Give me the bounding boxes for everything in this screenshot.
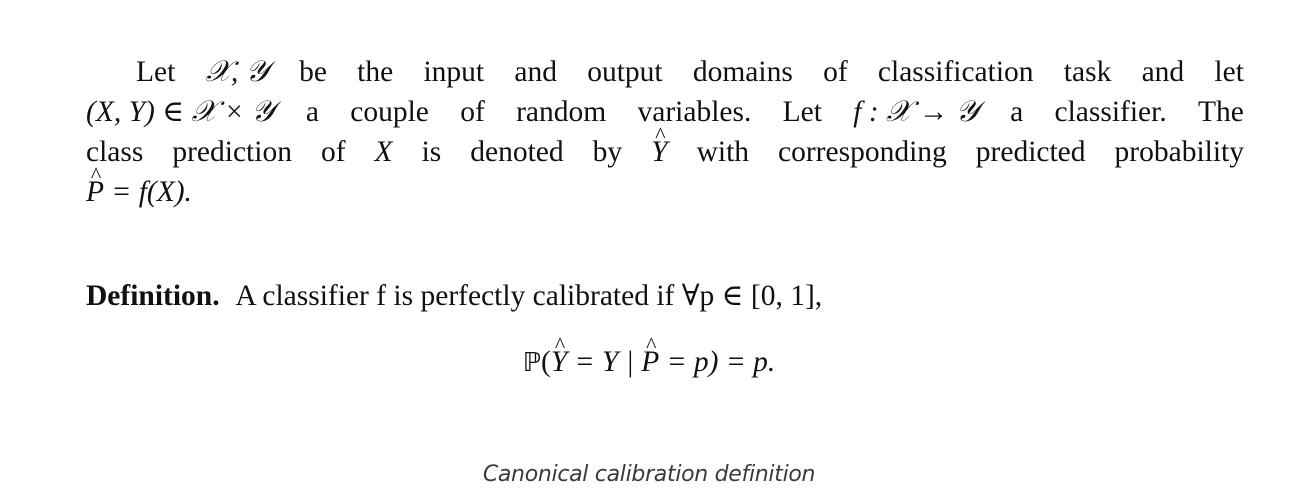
word: variables. <box>637 96 752 128</box>
equation-y-hat: ^ Y <box>551 342 567 382</box>
word: input <box>423 56 485 88</box>
word: couple <box>350 96 429 128</box>
word: task <box>1063 56 1112 88</box>
word: the <box>357 56 394 88</box>
math-p-hat: ^ P <box>86 172 104 212</box>
math-y-hat: ^ Y <box>651 132 667 172</box>
word: classifier. <box>1054 96 1167 128</box>
word: domains <box>692 56 793 88</box>
word: and <box>1141 56 1185 88</box>
word: be <box>299 56 327 88</box>
definition-statement <box>86 276 1244 316</box>
word: of <box>460 96 485 128</box>
calibration-equation <box>0 342 1298 383</box>
word: with <box>696 136 750 168</box>
word: classification <box>877 56 1034 88</box>
word: a <box>305 96 319 128</box>
paragraph-line-4 <box>86 172 1244 212</box>
intro-paragraph <box>86 52 1244 212</box>
word: let <box>1214 56 1244 88</box>
word: is <box>421 136 442 168</box>
equation-end: = p) = p. <box>659 346 776 378</box>
equation-middle: = Y | <box>567 346 642 378</box>
math-p-hat-equals: = f(X). <box>104 176 192 208</box>
word: Let <box>782 96 822 128</box>
word: prediction <box>172 136 292 168</box>
equation-p-hat: ^ P <box>641 342 659 382</box>
paragraph-line-3 <box>86 132 1244 172</box>
word: The <box>1198 96 1244 128</box>
word: and <box>514 56 557 88</box>
definition-heading: Definition. <box>86 280 220 312</box>
word: random <box>516 96 607 128</box>
figure-caption: Canonical calibration definition <box>482 462 816 487</box>
math-domains: 𝒳, 𝒴 <box>205 56 269 88</box>
word: of <box>320 136 346 168</box>
math-classifier: f : 𝒳 → 𝒴 <box>853 96 979 128</box>
equation-open-paren: ( <box>541 346 551 378</box>
word: predicted <box>975 136 1086 168</box>
word: corresponding <box>778 136 947 168</box>
word: Let <box>136 56 176 88</box>
word: probability <box>1114 136 1244 168</box>
probability-symbol: ℙ <box>522 348 541 378</box>
word: by <box>592 136 623 168</box>
word: of <box>823 56 848 88</box>
math-random-couple: (X, Y) ∈ 𝒳 × 𝒴 <box>86 96 275 128</box>
word: output <box>587 56 663 88</box>
definition-text: A classifier f is perfectly calibrated if ∀p ∈ [0, 1], <box>235 280 823 312</box>
math-x: X <box>374 136 393 168</box>
paragraph-line-1 <box>86 52 1244 92</box>
word: denoted <box>470 136 564 168</box>
word: a <box>1010 96 1024 128</box>
word: class <box>86 136 144 168</box>
